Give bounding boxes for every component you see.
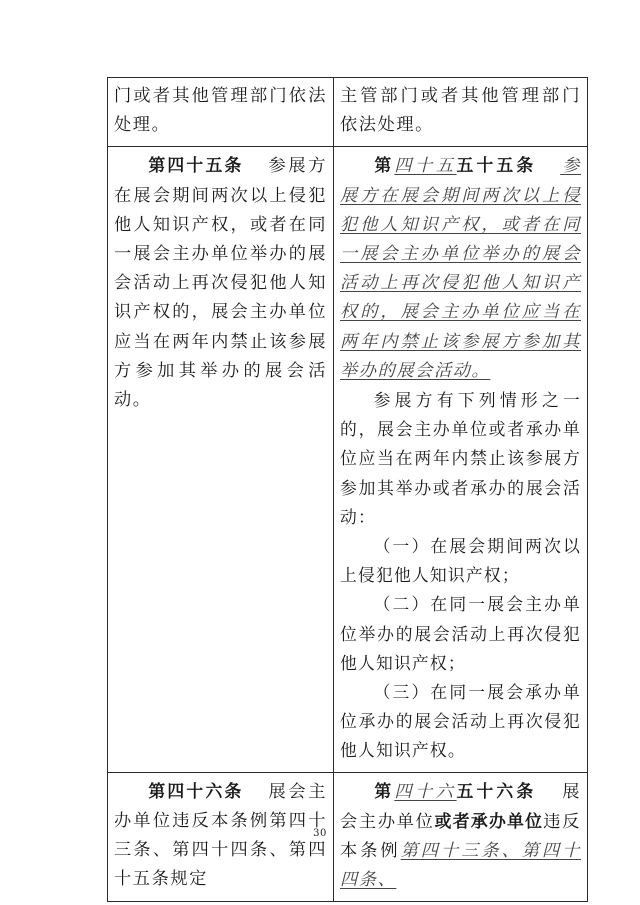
list-item: （三）在同一展会承办单位承办的展会活动上再次侵犯他人知识产权。 [340,682,581,761]
revised-clause-tail: 主管部门或者其他管理部门依法处理。 [340,86,581,136]
deleted-article-body: 参展方在展会期间两次以上侵犯他人知识产权，或者在同一展会主办单位举办的展会活动上再次侵犯他人知识产权的，展会主办单位应当在两年内禁止该参展方参加其举办的展会活动。 [340,156,581,381]
deleted-article-number: 四十五 [394,156,457,177]
table-row [108,147,588,772]
page-number: 30 [313,828,327,839]
article-45-original [114,151,327,415]
list-item: （一）在展会期间两次以上侵犯他人知识产权； [340,536,581,586]
article-body: 参展方在展会期间两次以上侵犯他人知识产权，或者在同一展会主办单位举办的展会活动上再次侵犯他人知识产权的，展会主办单位应当在两年内禁止该参展方参加其举办的展会活动。 [114,156,327,411]
original-clause-tail: 门或者其他管理部门依法处理。 [114,86,327,136]
comparison-table [107,77,588,902]
inserted-text: 或者承办单位 [434,810,544,831]
table-row [108,78,588,147]
article-45-revised [340,151,581,386]
original-text-cell [108,147,334,772]
article-number: 第四十六条 [148,780,244,801]
article-body-middle: 违反本条例 [340,811,582,862]
article-number: 第四十五条 [148,155,244,176]
article-body-start: 展会主办单位 [340,781,581,832]
deleted-reference: 第四十三条、第四十四条、 [340,841,581,891]
new-article-intro: 参展方有下列情形之一的，展会主办单位或者承办单位应当在两年内禁止该参展方参加其举办或者承办的展会活动： [340,390,581,527]
new-article-number: 五十五条 [456,155,537,176]
original-text-cell [108,78,334,147]
revised-text-cell [334,147,588,772]
list-item: （二）在同一展会主办单位举办的展会活动上再次侵犯他人知识产权； [340,594,581,673]
article-body: 展会主办单位违反本条例第四十三条、第四十四条、第四十五条规定 [114,781,327,890]
deleted-article-number: 四十六 [394,781,457,802]
article-prefix: 第 [374,780,395,801]
revised-text-cell [334,78,588,147]
new-article-number: 五十六条 [456,780,537,801]
article-prefix: 第 [374,155,395,176]
